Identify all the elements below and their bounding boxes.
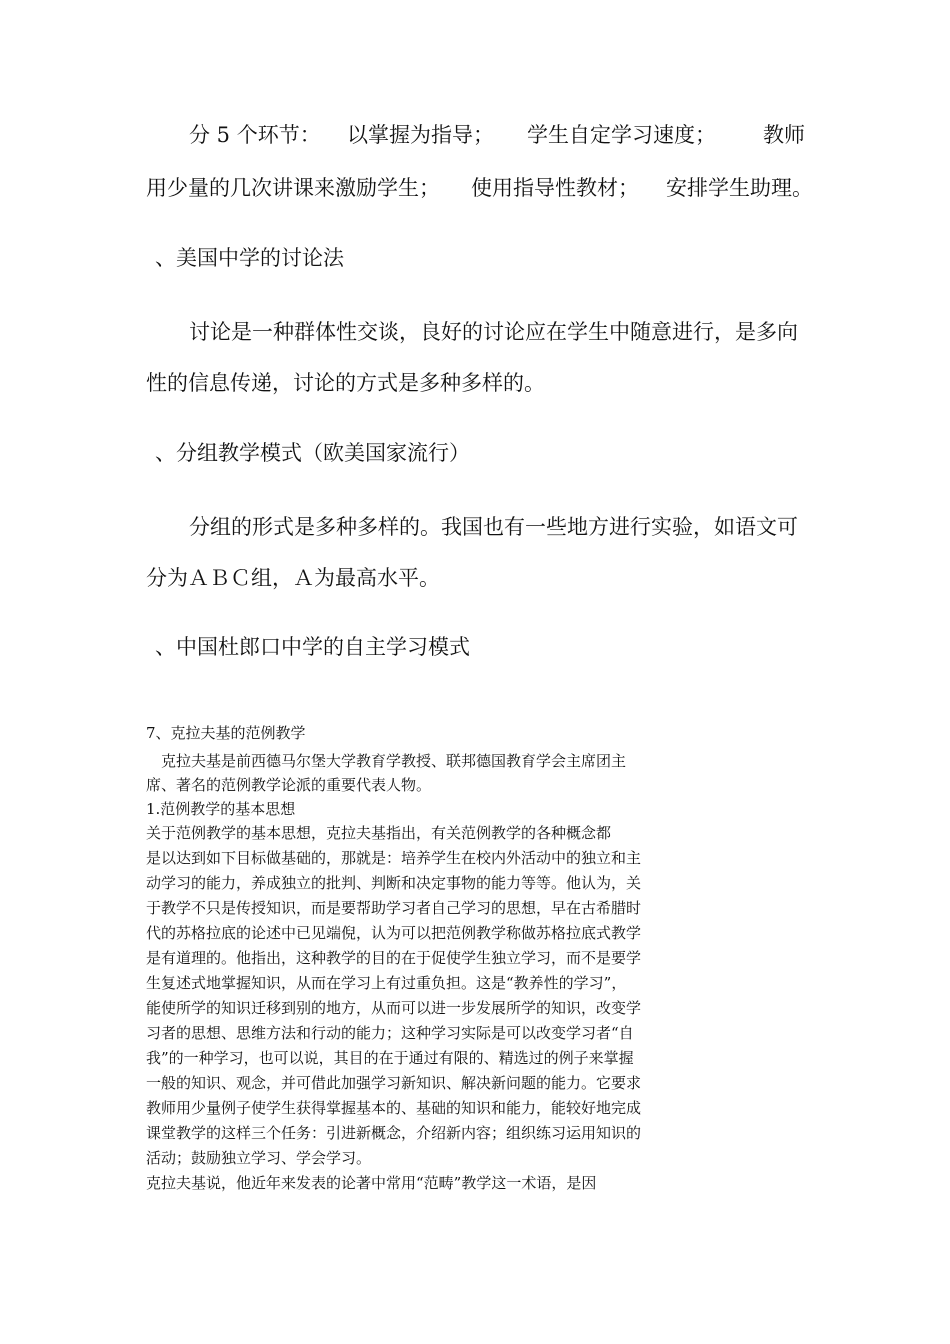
text-segment: 以掌握为指导； [347, 123, 494, 147]
body-line: 习者的思想、思维方法和行动的能力；这种学习实际是可以改变学习者“自 [146, 1024, 634, 1042]
section-7-sub-heading: 1.范例教学的基本思想 [146, 800, 296, 818]
body-line: 关于范例教学的基本思想，克拉夫基指出，有关范例教学的各种概念都 [146, 824, 612, 842]
text-segment: 用少量的几次讲课来激励学生； [146, 176, 440, 200]
body-line: 于教学不只是传授知识，而是要帮助学习者自己学习的思想，早在古希腊时 [146, 899, 642, 917]
text-segment: 分 5 个环节： [189, 123, 321, 147]
paragraph-group-line-2: 分为ＡＢＣ组，Ａ为最高水平。 [146, 566, 440, 590]
body-line: 教师用少量例子使学生获得掌握基本的、基础的知识和能力，能较好地完成 [146, 1099, 642, 1117]
text-segment: 学生自定学习速度； [527, 123, 716, 147]
body-line: 代的苏格拉底的论述中已见端倪，认为可以把范例教学称做苏格拉底式教学 [146, 924, 642, 942]
heading-group-teaching: 、分组教学模式（欧美国家流行） [155, 441, 470, 465]
body-line: 活动；鼓励独立学习、学会学习。 [146, 1149, 372, 1167]
section-7-heading: 7、克拉夫基的范例教学 [146, 724, 306, 742]
text-segment: 教师 [763, 123, 805, 147]
heading-dulangkou-model: 、中国杜郎口中学的自主学习模式 [155, 635, 470, 659]
body-line: 生复述式地掌握知识，从而在学习上有过重负担。这是“教养性的学习”， [146, 974, 627, 992]
body-line: 课堂教学的这样三个任务：引进新概念，介绍新内容；组织练习运用知识的 [146, 1124, 642, 1142]
paragraph-discussion-line-2: 性的信息传递，讨论的方式是多种多样的。 [146, 371, 545, 395]
body-line: 是以达到如下目标做基础的，那就是：培养学生在校内外活动中的独立和主 [146, 849, 642, 867]
body-line: 是有道理的。他指出，这种教学的目的在于促使学生独立学习，而不是要学 [146, 949, 642, 967]
paragraph-five-steps-line-1 [0, 122, 950, 148]
paragraph-group-line-1: 分组的形式是多种多样的。我国也有一些地方进行实验，如语文可 [189, 515, 798, 539]
body-line: 能使所学的知识迁移到别的地方，从而可以进一步发展所学的知识，改变学 [146, 999, 642, 1017]
body-line: 我”的一种学习，也可以说，其目的在于通过有限的、精选过的例子来掌握 [146, 1049, 634, 1067]
body-line: 一般的知识、观念，并可借此加强学习新知识、解决新问题的能力。它要求 [146, 1074, 642, 1092]
body-line: 动学习的能力，养成独立的批判、判断和决定事物的能力等等。他认为，关 [146, 874, 642, 892]
body-line: 克拉夫基说，他近年来发表的论著中常用“范畴”教学这一术语，是因 [146, 1174, 597, 1192]
paragraph-five-steps-line-2 [0, 175, 950, 201]
paragraph-discussion-line-1: 讨论是一种群体性交谈，良好的讨论应在学生中随意进行，是多向 [189, 320, 798, 344]
section-7-intro-line-1: 克拉夫基是前西德马尔堡大学教育学教授、联邦德国教育学会主席团主 [161, 752, 627, 770]
section-7-intro-line-2: 席、著名的范例教学论派的重要代表人物。 [146, 776, 432, 794]
text-segment: 使用指导性教材； [471, 176, 639, 200]
text-segment: 安排学生助理。 [666, 176, 813, 200]
heading-discussion-method: 、美国中学的讨论法 [155, 246, 344, 270]
